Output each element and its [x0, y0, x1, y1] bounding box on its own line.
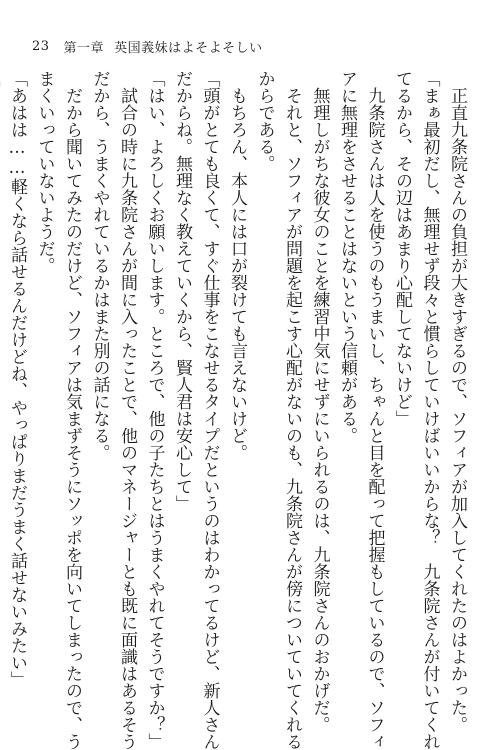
- text-line: だから聞いてみたのだけど、ソフィアは気まずそうにソッポを向いてしまったので、う: [62, 70, 82, 750]
- chapter-label: 第一章: [63, 40, 105, 56]
- page-number: 23: [32, 38, 50, 54]
- text-line: アに無理をさせることはないという信頼がある。: [337, 70, 357, 444]
- text-line: 試合の時に九条院さんが間に入ったことで、他のマネージャーとも既に面識はあるそう: [117, 70, 137, 750]
- text-line: それと、ソフィアが問題を起こす心配がないのも、九条院さんが傍についていてくれる: [282, 70, 302, 750]
- text-line: 九条院さんは人を使うのもうまいし、ちゃんと目を配って把握もしているので、ソフィ: [364, 70, 385, 750]
- text-line: 「あはは……軽くなら話せるんだけどね、やっぱりまだうまく話せないみたい」: [7, 70, 27, 688]
- text-line: 無理しがちな彼女のことを練習中気にせずにいられるのは、九条院さんのおかげだ。: [309, 70, 330, 733]
- text-line: 正直九条院さんの負担が大きすぎるので、ソフィアが加入してくれたのはよかった。: [447, 70, 467, 733]
- text-line: だから、うまくやれているかはまた別の話になる。: [89, 70, 110, 461]
- chapter-title: 英国義妹はよそよそしい: [114, 40, 263, 56]
- running-header: [32, 36, 263, 56]
- text-line: だからね。無理なく教えていくから、賢人君は安心して」: [172, 70, 192, 512]
- text-line: てるから、その辺はあまり心配してないけど」: [392, 70, 412, 427]
- text-line: からである。: [254, 70, 275, 172]
- text-line: 「まぁ最初だし、無理せず段々と慣らしていけばいいからな？ 九条院さんが付いてくれ: [419, 70, 440, 750]
- text-line: 「頭がとても良くて、すぐ仕事をこなせるタイプだというのはわかってるけど、新人さん: [199, 70, 220, 750]
- text-line: 「はい、よろしくお願いします。ところで、他の子たちとはうまくやれてそうですか？」: [144, 70, 165, 750]
- body-text: [7, 70, 470, 750]
- text-line: もちろん、本人には口が裂けても言えないけど。: [227, 70, 247, 461]
- text-line: まくいっていないようだ。: [34, 70, 55, 274]
